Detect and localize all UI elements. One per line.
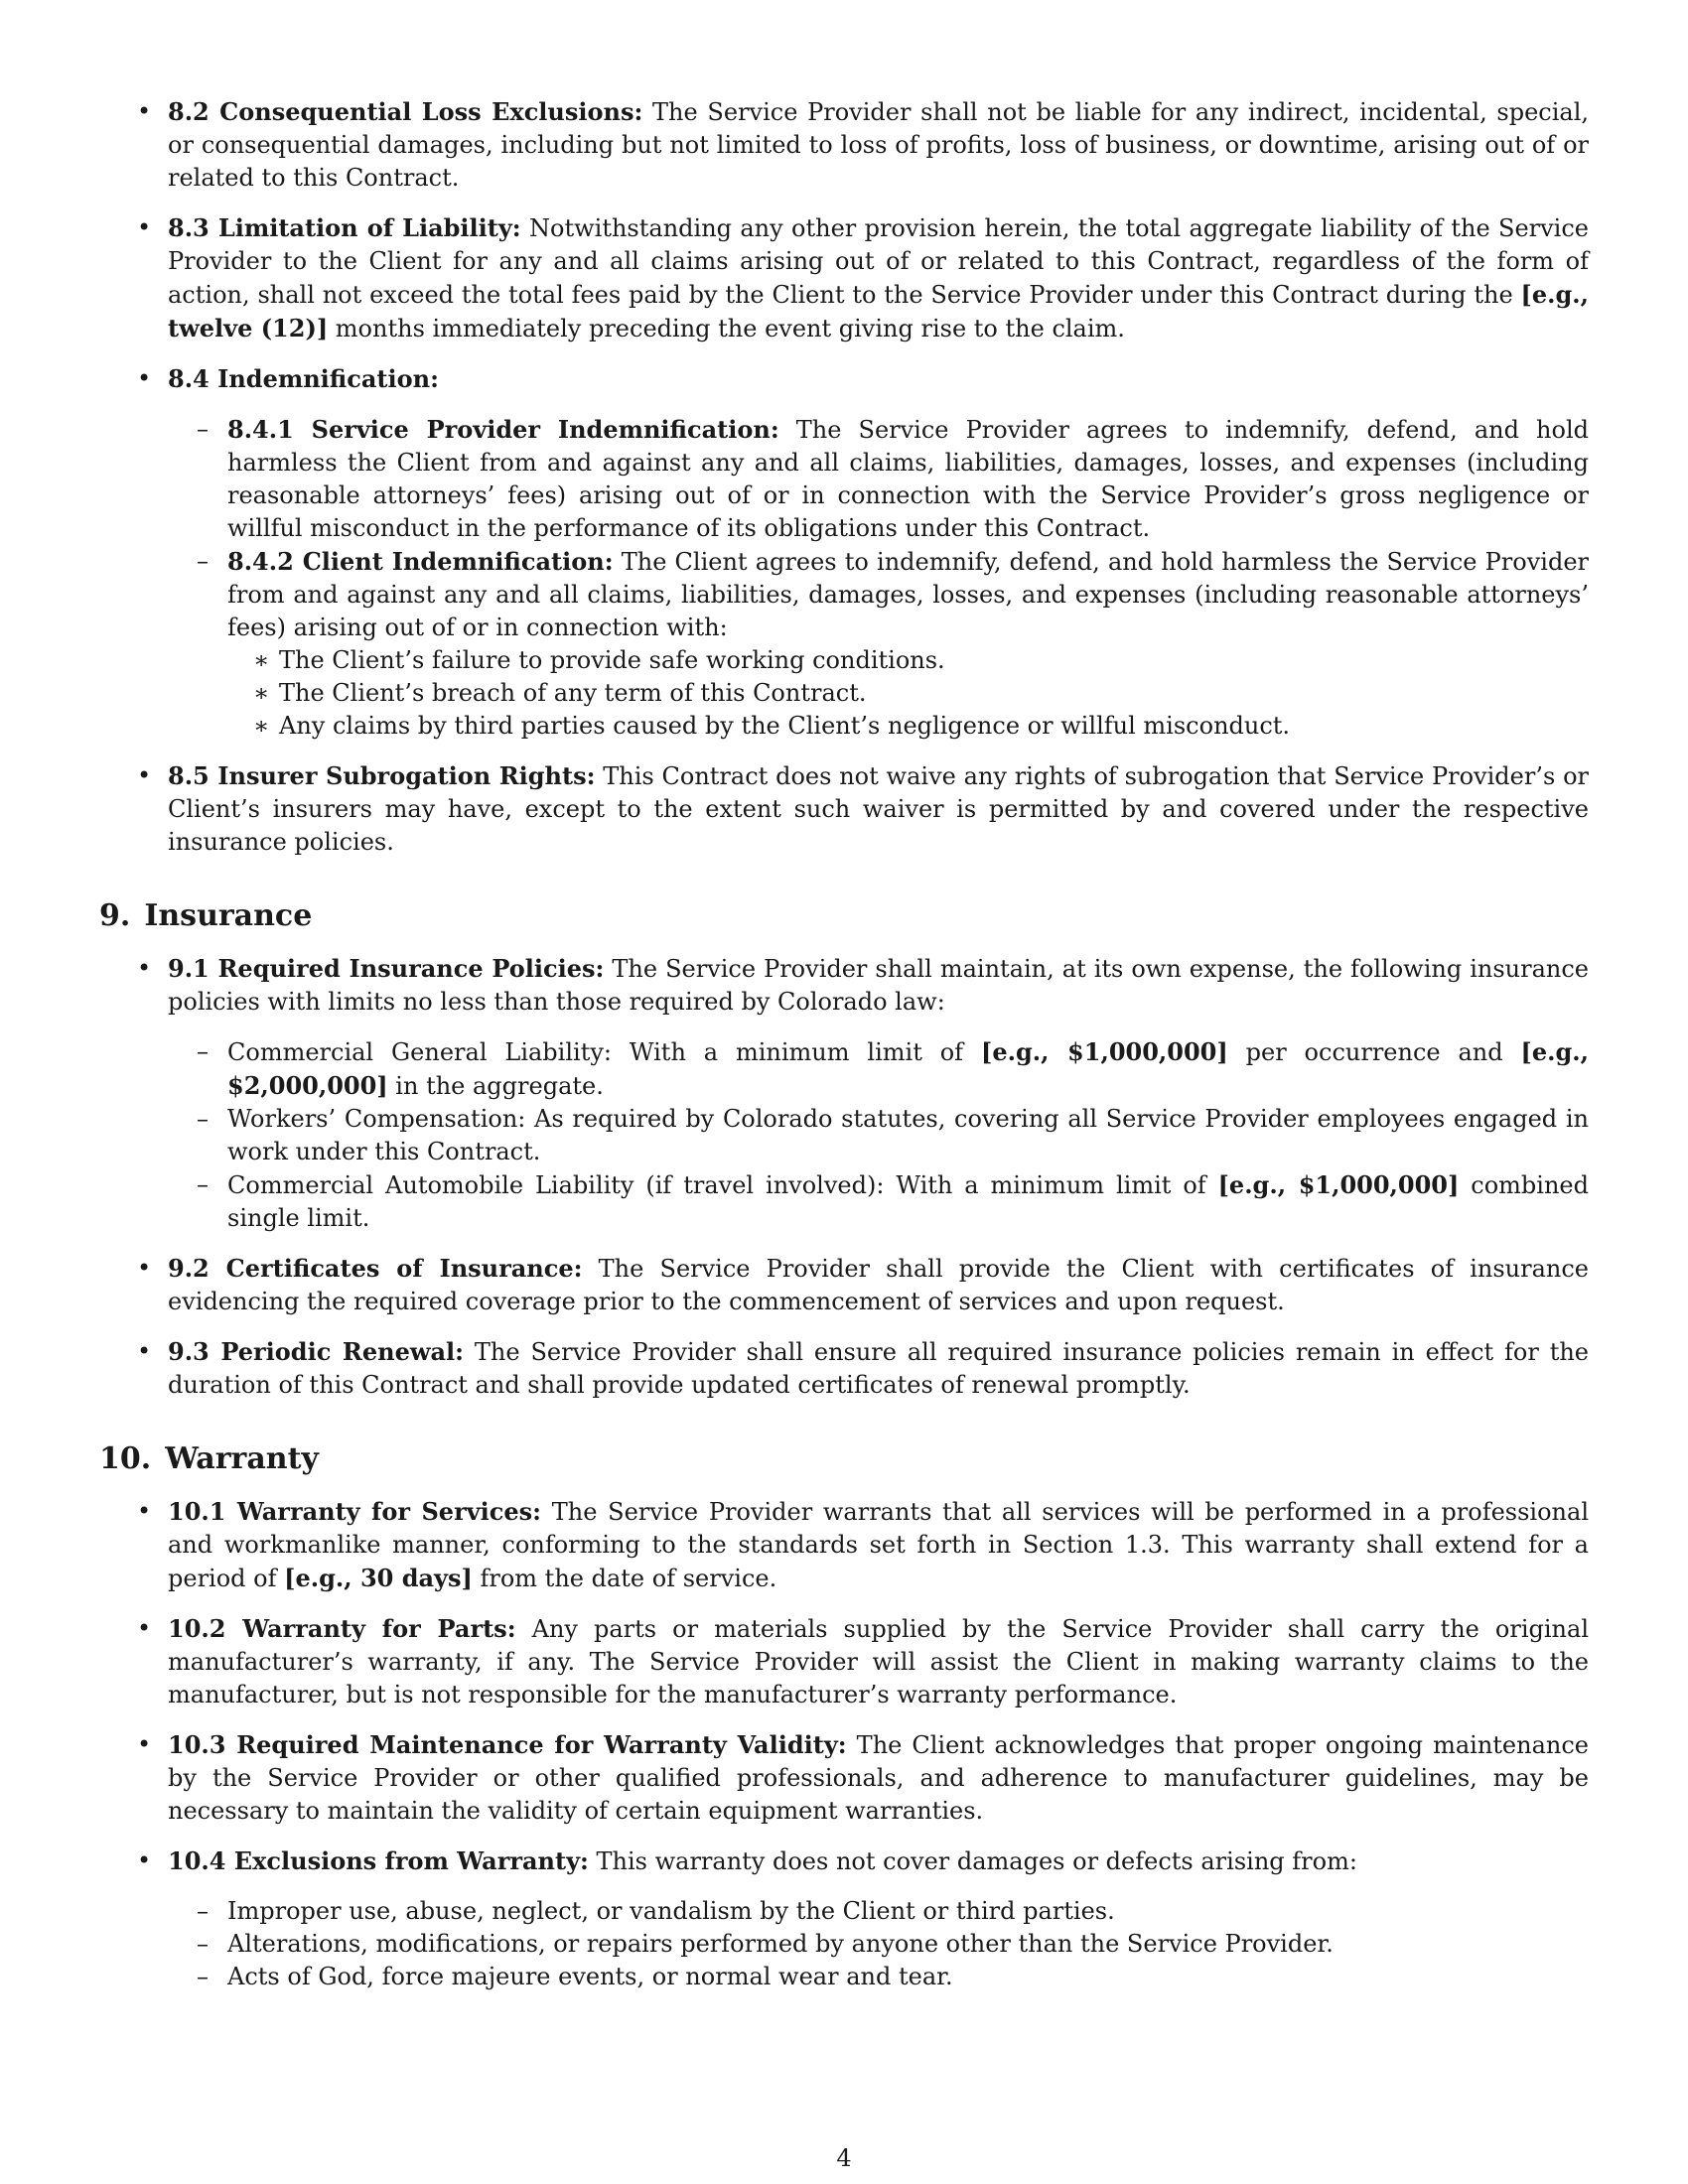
section-title: Warranty — [165, 1441, 319, 1476]
page-content — [99, 95, 1589, 2010]
clause-label: 9.3 Periodic Renewal: — [168, 1337, 465, 1366]
section-number: 10. — [99, 1441, 152, 1476]
clause-label: 10.3 Required Maintenance for Warranty Validity: — [168, 1730, 847, 1759]
item-text: combined single limit. — [227, 1171, 1589, 1232]
clause-text: Notwithstanding any other provision herein, the total aggregate liability of the Service Provider to the Client for any and all claims arising out of or related to this Contract, regardless of the form of action, shall not exceed the total fees paid by the Client to the Service Provider under this Contract during the — [168, 214, 1589, 309]
section-title: Insurance — [144, 898, 313, 933]
clause-text: The Service Provider shall provide the Client with certificates of insurance evidencing the required coverage prior to the commencement of services and upon request. — [168, 1255, 1589, 1315]
clause-text: The Client agrees to indemnify, defend, and hold harmless the Service Provider from and against any and all claims, liabilities, damages, losses, and expenses (including reasonable attorneys’ fees) arising out of or in connection with: — [227, 548, 1590, 641]
clause-label: 8.3 Limitation of Liability: — [168, 213, 521, 242]
item-text: Commercial Automobile Liability (if travel involved): With a minimum limit of — [227, 1171, 1218, 1199]
insurance-item-workers-comp: – Workers’ Compensation: As required by Colorado statutes, covering all Service Provider employees engaged in work under this Contract. — [99, 1103, 1589, 1168]
page-number: 4 — [836, 2144, 852, 2172]
list-item: – Improper use, abuse, neglect, or vandalism by the Client or third parties. — [99, 1895, 1589, 1928]
clause-8-2 — [99, 95, 1589, 195]
clause-9-1 — [99, 952, 1589, 1235]
clause-label: 10.2 Warranty for Parts: — [168, 1614, 516, 1643]
clause-text: The Client acknowledges that proper ongoing maintenance by the Service Provider or other qualified professionals, and adherence to manufacturer guidelines, may be necessary to maintain the validity of certain equipment warranties. — [168, 1731, 1589, 1825]
item-text: in the aggregate. — [387, 1072, 604, 1100]
placeholder-value: [e.g., $1,000,000] — [1217, 1170, 1460, 1199]
section-heading-10 — [99, 1440, 1589, 1478]
section-number: 9. — [99, 898, 131, 933]
list-item: ∗ Any claims by third parties caused by the Client’s negligence or willful misconduct. — [99, 710, 1589, 743]
clause-text: Any parts or materials supplied by the Service Provider shall carry the original manufacturer’s warranty, if any. The Service Provider will assist the Client in making warranty claims to the manufacturer, but is not responsible for the manufacturer’s warranty performance. — [168, 1615, 1590, 1708]
item-text: per occurrence and — [1227, 1038, 1521, 1066]
placeholder-value: [e.g., $1,000,000] — [980, 1037, 1228, 1066]
clause-8-4-2 — [99, 545, 1589, 743]
clause-text: from the date of service. — [472, 1565, 777, 1592]
placeholder-value: [e.g., twelve (12)] — [168, 280, 1589, 342]
clause-label: 8.5 Insurer Subrogation Rights: — [168, 761, 596, 790]
clause-label: 9.1 Required Insurance Policies: — [168, 954, 605, 983]
clause-text: The Service Provider shall not be liable for any indirect, incidental, special, or consequential damages, including but not limited to loss of profits, loss of business, or downtime, arising out of or related to this Contract. — [168, 98, 1590, 192]
list-item: – Alterations, modifications, or repairs performed by anyone other than the Service Provider. — [99, 1928, 1589, 1961]
sublist-10-4 — [168, 1895, 1589, 1993]
sublist-9-1 — [168, 1035, 1589, 1235]
clause-label: 8.4.2 Client Indemnification: — [227, 547, 614, 576]
clause-text: The Service Provider agrees to indemnify, defend, and hold harmless the Client from and against any and all claims, liabilities, damages, losses, and expenses (including reasonable attorneys’ fees) arising out of or in connection with the Service Provider’s gross negligence or willful misconduct in the performance of its obligations under this Contract. — [227, 416, 1589, 542]
clause-label: 10.4 Exclusions from Warranty: — [168, 1846, 589, 1875]
clause-text: The Service Provider warrants that all services will be performed in a professional and workmanlike manner, conforming to the standards set forth in Section 1.3. This warranty shall extend for a period of — [168, 1498, 1590, 1592]
clause-text: The Service Provider shall maintain, at its own expense, the following insurance policies with limits no less than those required by Colorado law: — [168, 955, 1589, 1016]
clause-text: This Contract does not waive any rights of subrogation that Service Provider’s or Client’s insurers may have, except to the extent such waiver is permitted by and covered under the respective insurance policies. — [168, 762, 1589, 856]
clause-10-3 — [99, 1728, 1589, 1828]
clause-10-1 — [99, 1495, 1589, 1595]
clause-label: 8.2 Consequential Loss Exclusions: — [168, 97, 643, 126]
clause-8-4-1 — [99, 413, 1589, 545]
insurance-item-auto-liability — [99, 1168, 1589, 1235]
clause-9-2 — [99, 1252, 1589, 1318]
placeholder-value: [e.g., 30 days] — [284, 1564, 473, 1592]
sublist-8-4 — [168, 413, 1589, 743]
clause-label: 8.4 Indemnification: — [168, 364, 439, 393]
clause-8-5 — [99, 759, 1589, 859]
insurance-item-general-liability — [99, 1035, 1589, 1103]
list-item: ∗ The Client’s breach of any term of this Contract. — [99, 677, 1589, 710]
list-item: ∗ The Client’s failure to provide safe working conditions. — [99, 644, 1589, 677]
clause-8-3 — [99, 211, 1589, 345]
clause-8-4 — [99, 362, 1589, 743]
clause-10-2 — [99, 1612, 1589, 1711]
item-text: Commercial General Liability: With a minimum limit of — [227, 1038, 981, 1066]
section-heading-9 — [99, 897, 1589, 935]
clause-text: This warranty does not cover damages or defects arising from: — [588, 1847, 1357, 1875]
clause-9-3 — [99, 1335, 1589, 1402]
clause-text: months immediately preceding the event giving rise to the claim. — [328, 315, 1125, 342]
placeholder-value: [e.g., $2,000,000] — [227, 1037, 1589, 1100]
clause-label: 9.2 Certificates of Insurance: — [168, 1254, 583, 1283]
clause-label: 10.1 Warranty for Services: — [168, 1497, 542, 1526]
clause-label: 8.4.1 Service Provider Indemnification: — [227, 415, 779, 444]
list-item: – Acts of God, force majeure events, or normal wear and tear. — [99, 1961, 1589, 1993]
clause-10-4 — [99, 1844, 1589, 1993]
clause-text: The Service Provider shall ensure all required insurance policies remain in effect for the duration of this Contract and shall provide updated certificates of renewal promptly. — [168, 1338, 1589, 1399]
